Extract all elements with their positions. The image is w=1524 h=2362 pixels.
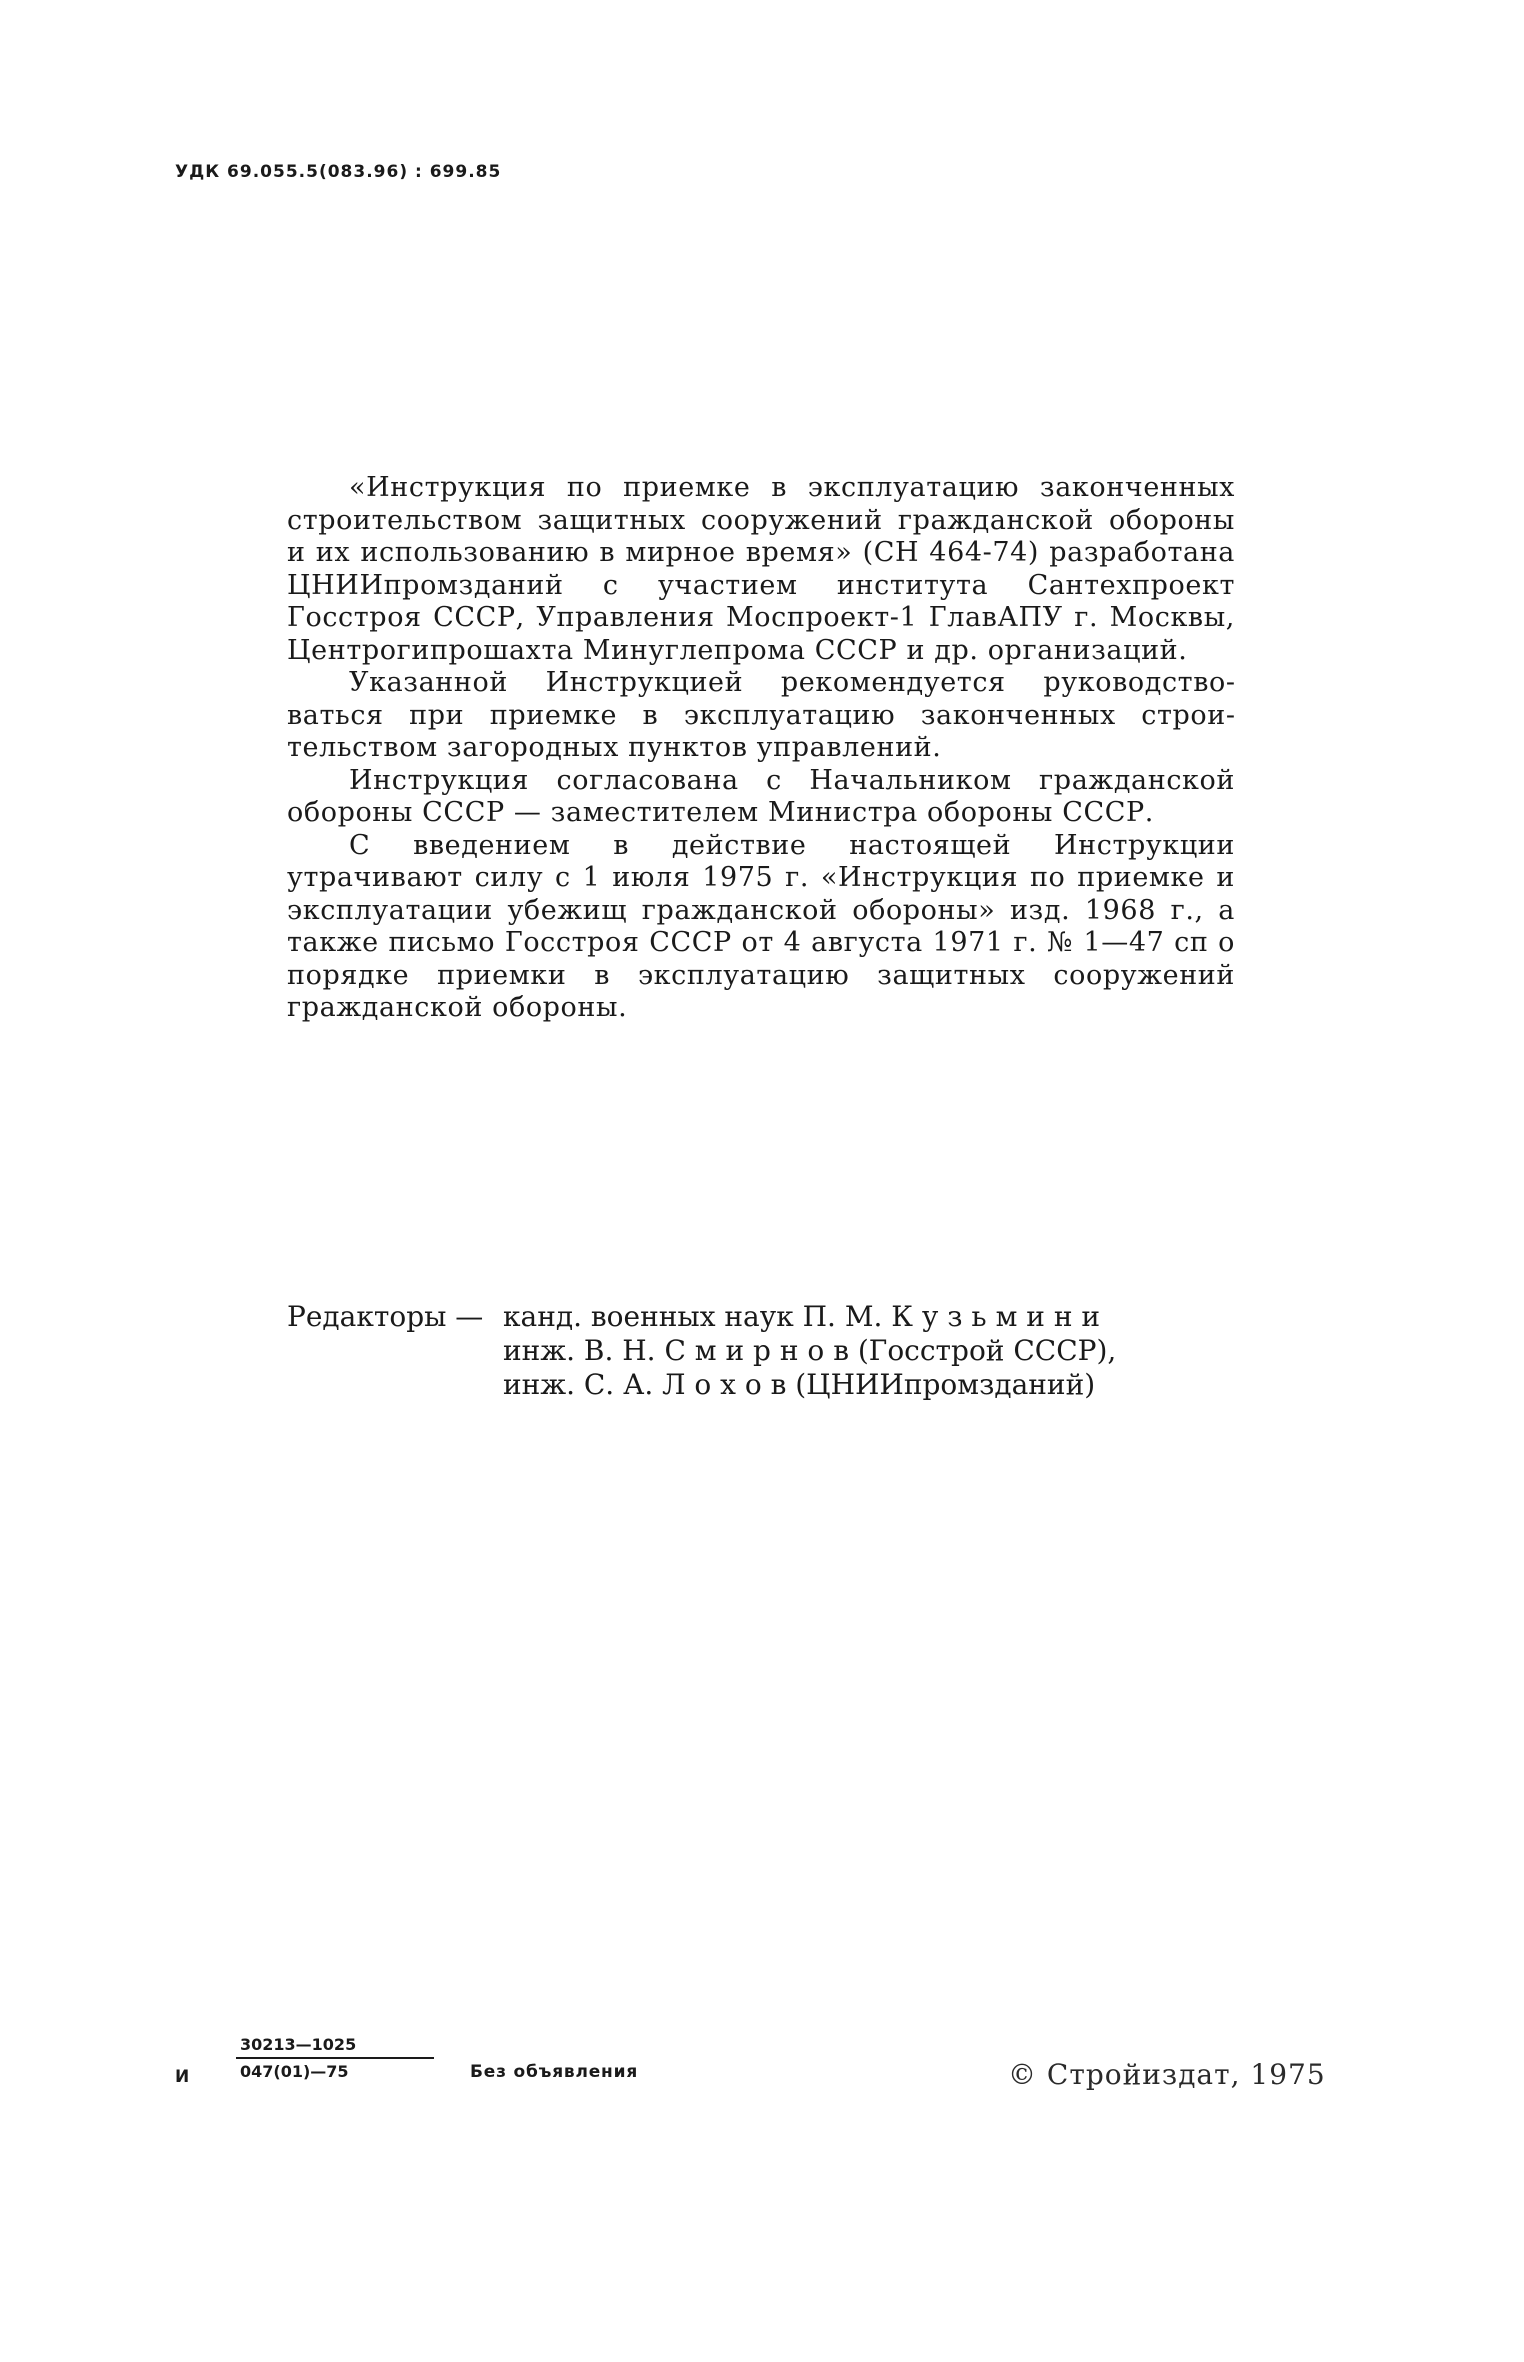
publication-index — [236, 2035, 434, 2081]
index-numerator: 30213—1025 — [236, 2035, 434, 2059]
index-letter: И — [175, 2067, 190, 2087]
editors-label: Редакторы — — [287, 1300, 484, 1333]
paragraph: Указанной Инструкцией рекомендуется руководствоваться при приемке в эксплуатацию законченных строительством загородных пунктов управлений. — [287, 667, 1235, 763]
udk-code: УДК 69.055.5(083.96) : 699.85 — [175, 162, 502, 182]
editors-line — [287, 1334, 1247, 1368]
paragraph: С введением в действие настоящей Инструкции утрачивают силу с 1 июля 1975 г. «Инструкция по приемке и эксплуатации убежищ гражданской обороны» изд. 1968 г., а также письмо Госстроя СССР от 4 августа 1971 г. № 1—47 сп о порядке приемки в эксплуатацию защитных сооружений гражданской обороны. — [287, 829, 1235, 1023]
index-denominator: 047(01)—75 — [240, 2062, 349, 2081]
paragraph: Инструкция согласована с Начальником гражданской обороны СССР — заместителем Министра обороны СССР. — [287, 764, 1235, 828]
editor-entry: канд. военных наук П. М. К у з ь м и н и — [503, 1300, 1101, 1333]
editors-block — [287, 1300, 1247, 1402]
editor-entry: инж. С. А. Л о х о в (ЦНИИпромзданий) — [503, 1368, 1096, 1401]
paragraph: «Инструкция по приемке в эксплуатацию законченных строительством защитных сооружений гражданской обороны и их использованию в мирное время» (СН 464-74) разработана ЦНИИпромзданий с участием института Сантехпроект Госстроя СССР, Управления Моспроект-1 ГлавАПУ г. Москвы, Центрогипрошахта Минуглепрома СССР и др. организаций. — [287, 472, 1235, 666]
editor-entry: инж. В. Н. С м и р н о в (Госстрой СССР), — [503, 1334, 1117, 1367]
annotation-text — [287, 472, 1235, 1025]
editors-line — [287, 1300, 1247, 1334]
copyright-publisher: © Стройиздат, 1975 — [1008, 2058, 1326, 2091]
no-ads-note: Без объявления — [470, 2062, 639, 2082]
editors-line — [287, 1368, 1247, 1402]
